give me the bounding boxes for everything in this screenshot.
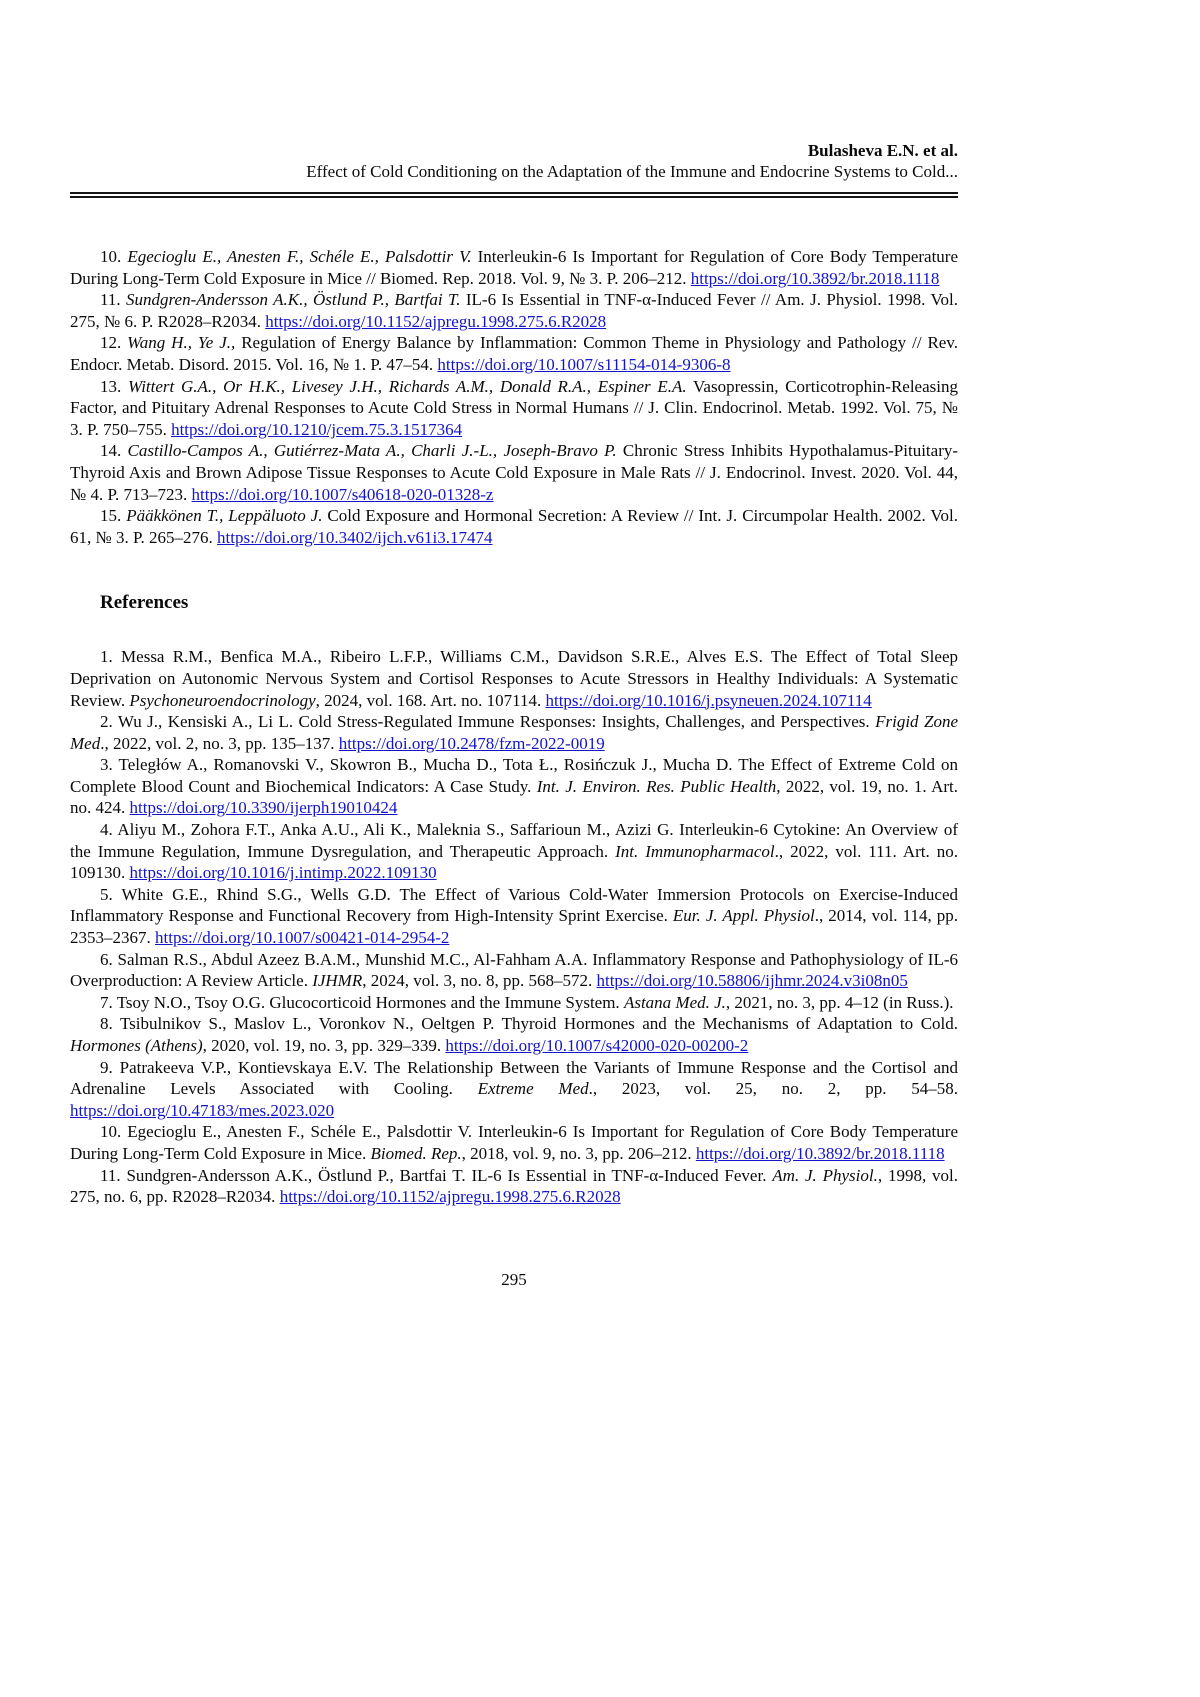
doi-link[interactable]: https://doi.org/10.1016/j.intimp.2022.109130 <box>129 863 437 883</box>
reference-item <box>70 289 958 332</box>
doi-link[interactable]: https://doi.org/10.3892/br.2018.1118 <box>690 268 940 288</box>
running-header <box>70 0 958 182</box>
reference-text: 10. Egecioglu E., Anesten F., Schéle E., Palsdottir V. Interleukin-6 Is Important for Regulation of Core Body Temperature During Long-Term Cold Exposure in Mice. <box>70 1122 958 1163</box>
reference-text: 9. Patrakeeva V.P., Kontievskaya E.V. The Relationship Between the Variants of Immune Response and the Cortisol and Adrenaline Levels Associated with Cooling. <box>70 1057 958 1099</box>
reference-text: Vasopressin, Corticotrophin-Releasing Factor, and Pituitary Adrenal Responses to Acute Cold Stress in Normal Humans // J. Clin. Endocrinol. Metab. 1992. Vol. 75, № 3. P. 750–755. <box>70 376 958 439</box>
running-header-title: Effect of Cold Conditioning on the Adaptation of the Immune and Endocrine Systems to Cold... <box>306 162 958 181</box>
reference-text: 5. White G.E., Rhind S.G., Wells G.D. The Effect of Various Cold-Water Immersion Protocols on Exercise-Induced Inflammatory Response and Functional Recovery from High-Intensity Sprint Exercise. <box>70 884 958 926</box>
reference-text: 3. Teległów A., Romanovski V., Skowron B., Mucha D., Tota Ł., Rosińczuk J., Mucha D. The Effect of Extreme Cold on Complete Blood Count and Biochemical Indicators: A Case Study. <box>70 755 958 796</box>
running-header-authors: Bulasheva E.N. et al. <box>807 141 958 160</box>
reference-italic-text: Int. J. Environ. Res. Public Health <box>536 776 777 796</box>
reference-item <box>70 992 958 1014</box>
reference-italic-text: Hormones (Athens) <box>70 1036 203 1055</box>
reference-italic-text: Int. Immunopharmacol <box>615 841 775 861</box>
doi-link[interactable]: https://doi.org/10.3892/br.2018.1118 <box>695 1143 945 1163</box>
doi-link[interactable]: https://doi.org/10.1007/s40618-020-01328-z <box>191 484 494 504</box>
reference-item <box>70 440 958 505</box>
reference-italic-text: Sundgren-Andersson A.K., Östlund P., Bartfai T. <box>126 290 461 310</box>
reference-italic-text: Frigid Zone Med <box>70 712 958 753</box>
reference-italic-text: Wang H., Ye J., <box>127 333 236 353</box>
reference-text: 4. Aliyu M., Zohora F.T., Anka A.U., Ali K., Maleknia S., Saffarioun M., Azizi G. Interleukin-6 Cytokine: An Overview of the Immune Regulation, Immune Dysregulation, and Therapeutic Approach. <box>70 820 958 861</box>
doi-link[interactable]: https://doi.org/10.3402/ijch.v61i3.17474 <box>217 527 493 547</box>
reference-item <box>70 819 958 884</box>
reference-text: , 2024, vol. 3, no. 8, pp. 568–572. <box>362 971 597 991</box>
doi-link[interactable]: https://doi.org/10.1152/ajpregu.1998.275.6.R2028 <box>265 311 607 331</box>
reference-item <box>70 332 958 375</box>
reference-item <box>70 1165 958 1208</box>
reference-item <box>70 1013 958 1056</box>
doi-link[interactable]: https://doi.org/10.58806/ijhmr.2024.v3i08n05 <box>596 971 908 991</box>
reference-text: ., 2022, vol. 111. Art. no. 109130. <box>70 841 958 883</box>
reference-text: 15. <box>100 506 127 526</box>
reference-text: 11. Sundgren-Andersson A.K., Östlund P., Bartfai T. IL-6 Is Essential in TNF-α-Induced Fever. <box>100 1165 773 1185</box>
reference-text: 13. <box>100 376 128 396</box>
reference-item <box>70 1057 958 1122</box>
reference-italic-text: Egecioglu E., Anesten F., Schéle E., Palsdottir V. <box>127 247 472 266</box>
reference-item <box>70 949 958 992</box>
reference-item <box>70 711 958 754</box>
reference-text: 11. <box>100 290 127 310</box>
doi-link[interactable]: https://doi.org/10.1007/s00421-014-2954-2 <box>155 928 450 948</box>
reference-text: Interleukin-6 Is Important for Regulation of Core Body Temperature During Long-Term Cold Exposure in Mice // Biomed. Rep. 2018. Vol. 9, № 3. P. 206–212. <box>70 247 959 288</box>
doi-link[interactable]: https://doi.org/10.1016/j.psyneuen.2024.107114 <box>545 690 872 710</box>
reference-list-continued <box>70 246 958 548</box>
references-heading: References <box>100 592 189 614</box>
doi-link[interactable]: https://doi.org/10.2478/fzm-2022-0019 <box>338 733 605 753</box>
reference-text: 12. <box>100 333 128 353</box>
reference-text: 1. Messa R.M., Benfica M.A., Ribeiro L.F.P., Williams C.M., Davidson S.R.E., Alves E.S. The Effect of Total Sleep Deprivation on Autonomic Nervous System and Cortisol Responses to Acute Stressors in Healthy Individuals: A Systematic Review. <box>70 647 958 710</box>
reference-text: , 2022, vol. 19, no. 1. Art. no. 424. <box>70 776 958 818</box>
reference-text: Chronic Stress Inhibits Hypothalamus-Pituitary-Thyroid Axis and Brown Adipose Tissue Responses to Acute Cold Exposure in Male Rats // J. Endocrinol. Invest. 2020. Vol. 44, № 4. P. 713–723. <box>70 441 959 504</box>
doi-link[interactable]: https://doi.org/10.3390/ijerph19010424 <box>129 798 398 818</box>
reference-italic-text: Am. J. Physiol. <box>772 1165 878 1185</box>
reference-item <box>70 376 958 441</box>
header-divider-rule <box>70 192 958 198</box>
reference-text: IL-6 Is Essential in TNF-α-Induced Fever // Am. J. Physiol. 1998. Vol. 275, № 6. P. R2028–R2034. <box>70 290 958 331</box>
reference-italic-text: IJHMR <box>312 971 363 991</box>
reference-italic-text: Eur. J. Appl. Physiol <box>672 906 815 926</box>
doi-link[interactable]: https://doi.org/10.47183/mes.2023.020 <box>70 1100 335 1120</box>
reference-italic-text: Pääkkönen T., Leppäluoto J. <box>126 506 323 526</box>
reference-text: , 2024, vol. 168. Art. no. 107114. <box>315 690 546 710</box>
reference-text: 6. Salman R.S., Abdul Azeez B.A.M., Munshid M.C., Al-Fahham A.A. Inflammatory Response and Pathophysiology of IL-6 Overproduction: A Review Article. <box>70 949 958 991</box>
doi-link[interactable]: https://doi.org/10.1152/ajpregu.1998.275.6.R2028 <box>279 1187 621 1207</box>
reference-text: , 2018, vol. 9, no. 3, pp. 206–212. <box>461 1143 696 1163</box>
reference-italic-text: Wittert G.A., Or H.K., Livesey J.H., Richards A.M., Donald R.A., Espiner E.A. <box>127 376 687 396</box>
reference-item <box>70 754 958 819</box>
reference-italic-text: Psychoneuroendocrinology <box>129 690 316 710</box>
reference-text: Regulation of Energy Balance by Inflammation: Common Theme in Physiology and Pathology // Rev. Endocr. Metab. Disord. 2015. Vol. 16, № 1. P. 47–54. <box>70 333 958 374</box>
reference-text: 2. Wu J., Kensiski A., Li L. Cold Stress-Regulated Immune Responses: Insights, Challenges, and Perspectives. <box>100 712 876 732</box>
doi-link[interactable]: https://doi.org/10.1210/jcem.75.3.1517364 <box>171 419 463 439</box>
reference-text: ., 2014, vol. 114, pp. 2353–2367. <box>70 906 959 948</box>
reference-item <box>70 505 958 548</box>
reference-text: , 1998, vol. 275, no. 6, pp. R2028–R2034. <box>70 1165 958 1207</box>
reference-text: ., 2022, vol. 2, no. 3, pp. 135–137. <box>100 733 339 753</box>
reference-item <box>70 1121 958 1164</box>
reference-text: 14. <box>100 441 128 461</box>
reference-text: 8. Tsibulnikov S., Maslov L., Voronkov N., Oeltgen P. Thyroid Hormones and the Mechanisms of Adaptation to Cold. <box>100 1014 958 1034</box>
page-number: 295 <box>501 1269 527 1289</box>
reference-text: , 2021, no. 3, pp. 4–12 (in Russ.). <box>725 992 954 1012</box>
reference-text: 10. <box>100 247 128 266</box>
reference-italic-text: Biomed. Rep. <box>370 1143 462 1163</box>
reference-item <box>70 246 958 289</box>
doi-link[interactable]: https://doi.org/10.1007/s42000-020-00200-2 <box>445 1036 749 1055</box>
reference-text: ., 2023, vol. 25, no. 2, pp. 54–58. <box>588 1079 959 1099</box>
reference-text: 7. Tsoy N.O., Tsoy O.G. Glucocorticoid Hormones and the Immune System. <box>100 992 624 1012</box>
page-content <box>70 0 958 1290</box>
reference-item <box>70 646 958 711</box>
reference-text: , 2020, vol. 19, no. 3, pp. 329–339. <box>202 1036 446 1055</box>
reference-list-main <box>70 646 958 1207</box>
reference-text: Cold Exposure and Hormonal Secretion: A Review // Int. J. Circumpolar Health. 2002. Vol. 61, № 3. P. 265–276. <box>70 506 958 547</box>
doi-link[interactable]: https://doi.org/10.1007/s11154-014-9306-8 <box>437 354 731 374</box>
reference-italic-text: Castillo-Campos A., Gutiérrez-Mata A., Charli J.-L., Joseph-Bravo P. <box>127 441 617 461</box>
reference-italic-text: Astana Med. J. <box>623 992 726 1012</box>
reference-item <box>70 884 958 949</box>
reference-italic-text: Extreme Med <box>477 1079 589 1099</box>
